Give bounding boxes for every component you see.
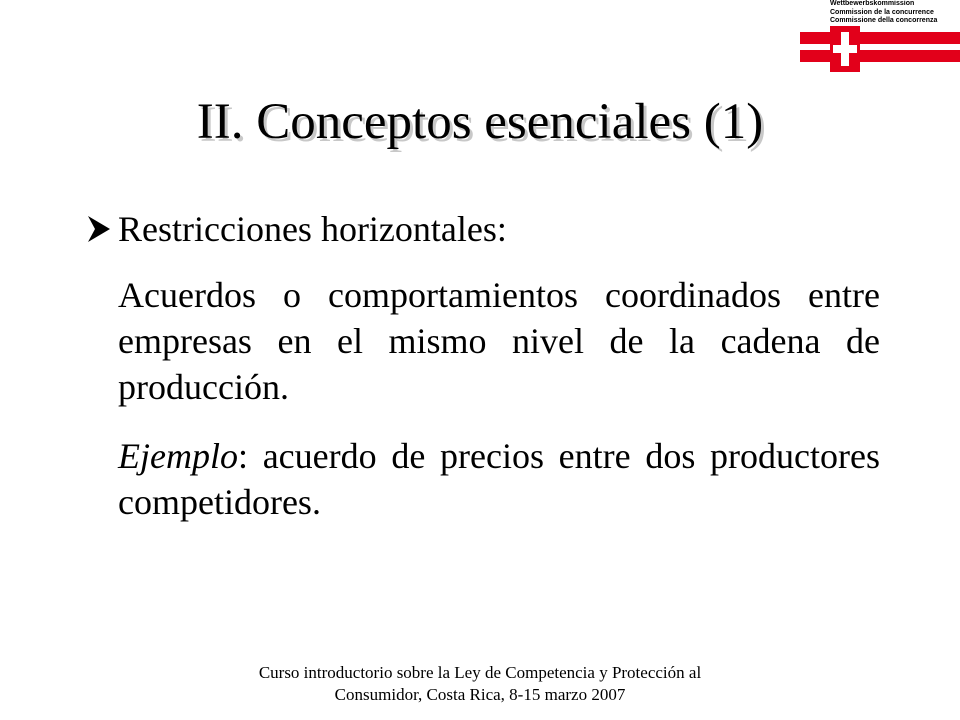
bullet-heading — [86, 206, 507, 252]
example-text: : acuerdo de precios entre dos productores competidores. — [118, 436, 880, 522]
footer-line-2: Consumidor, Costa Rica, 8-15 marzo 2007 — [334, 685, 626, 704]
logo-line-it: Commissione della concorrenza — [830, 17, 938, 24]
definition-paragraph: Acuerdos o comportamientos coordinados entre empresas en el mismo nivel de la cadena de producción. — [118, 275, 880, 407]
bullet-heading-text: Restricciones horizontales: — [118, 209, 507, 249]
logo-line-de: Wettbewerbskommission — [830, 0, 915, 7]
footer-line-1: Curso introductorio sobre la Ley de Competencia y Protección al — [258, 663, 702, 682]
example-label: Ejemplo — [118, 436, 238, 476]
example-paragraph — [118, 433, 880, 525]
logo-text — [830, 0, 960, 26]
swiss-cross-flag-icon — [800, 26, 960, 72]
logo-line-fr: Commission de la concurrence — [830, 8, 934, 16]
arrow-bullet-icon — [86, 214, 112, 244]
competition-commission-logo — [800, 0, 960, 72]
slide-footer — [0, 662, 960, 706]
slide-title: II. Conceptos esenciales (1) — [196, 94, 764, 150]
